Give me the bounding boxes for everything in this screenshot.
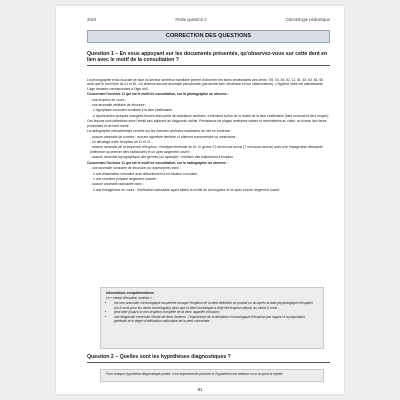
answer-paragraph: o une rhizagenèse en cours : l'édification radiculaire ayant atteint la moitié de sa longueur et un apex encore largement ouvert. (93, 187, 281, 192)
hint-box: Pour chaque hypothèse diagnostique posée, il est important de préciser si l'hypothèse est retenue ou si on peut la rejeter. (100, 369, 324, 382)
info-box-title: Informations complémentaires (106, 291, 154, 295)
page-number: 81 (197, 387, 203, 392)
header-subject: Odontologie pédiatrique (285, 17, 330, 22)
info-box-quote: Le « retard d'éruption localisé » : (106, 296, 154, 301)
answer-paragraph: o une chambre pulpaire largement ouverte ; (93, 176, 158, 181)
section-banner: CORRECTION DES QUESTIONS (87, 30, 330, 43)
header-year: 2024 (87, 17, 97, 22)
answer-paragraph: La radiographie rétroalvéolaire centrée sur les incisives centrales maxillaires ne met en évidence : (87, 129, 232, 134)
answer-paragraph: o dyschromies opaques orangées-brunes avec perte de substance amélaire, s'étendant à plus de la moitié de la face vestibulaire (tiers occlusal et tiers moyen). (93, 113, 330, 118)
answer-paragraph: - une anomalie coronaire de structure (ou dysmorphie) avec : (90, 166, 181, 171)
header-section: Petite question 2 (175, 17, 207, 22)
question-2-heading: Question 2 – Quelles sont les hypothèses diagnostiques ? (87, 354, 330, 363)
answer-paragraph: - un décalage entre l'éruption de 11 et 21 ; (90, 139, 153, 144)
document-page (56, 6, 344, 394)
answer-paragraph: - une anomalie amélaire de structure : (90, 103, 147, 107)
answer-paragraph: o une dilacération coronaire avec déboulement à mi-hauteur coronaire, (93, 171, 199, 176)
question-1-heading: Question 1 – En vous appuyant sur les documents présentés, qu'observez-vous sur cette dent en lien avec le motif de la consultation ? (87, 51, 330, 66)
answer-paragraph: o hypoplasie coronaire localisée à la face vestibulaire, (93, 108, 173, 113)
info-box-item: • peut aller jusqu'à la non-éruption complète de la dent, appelée inclusion ; (114, 310, 318, 314)
info-box-item: • une diagnostic nécessite l'étude de deux facteurs : l'importance de la déviation chronologique d'éruption par rapport à la population générale et le degré d'édification radiculaire de la dent concernée. (114, 315, 318, 323)
answer-paragraph: Concernant l'incisive 11 qui est le motif de consultation, sur la radiographie on observe : (87, 160, 228, 165)
answer-body (87, 78, 330, 193)
answer-paragraph: La photographie endo-buccale de face du secteur antérieur maxillaire permet d'observer les faces vestibulaires des dents : 55, 54, 53, 52, 11, 61, 62, 63, 64, 65 ainsi que le bord libre de 21 et 81. On observe aucune anomalie parodontale (parodonte sain, kératinisé et non inflammatoire). L'hygiène orale est satisfaisante. L'âge dentaire correspondant à l'âge civil. (87, 78, 324, 91)
answer-paragraph: - aucune anomalie topographique des germes (ou dystopie) : maintien des trajectoires d'éruption. (90, 155, 234, 160)
info-box-list (106, 301, 318, 323)
info-box (100, 287, 324, 349)
answer-paragraph: - aucune anomalie radiculaire avec : (90, 182, 144, 187)
answer-paragraph: - aucune anomalie de la séquence d'éruption : rhizalyse terminale de 61, le germe 21 est encore inclus (7 mm sous-osseux) avec une rhizagenèse débutante (inférieure au premier tiers radiculaire) et un apex largement ouvert ; (90, 145, 323, 154)
answer-paragraph: Concernant l'incisive 11 qui est le motif de consultation, sur la photographie on observe : (87, 92, 230, 97)
answer-paragraph: - aucune anomalie de nombre : aucune agénésie dentaire, ni élément surnuméraire ou mésiodens ; (90, 134, 238, 139)
answer-paragraph: - une éruption en cours ; (90, 97, 127, 102)
running-header (87, 17, 330, 22)
info-box-item: • est une anomalie chronologique suspectée lorsque l'éruption de la dent définitive se produit un an après la date physiologique d'éruption (ou 6 mois pour les dents homologues) alors que la dent homologue a déjà fait éruption depuis au moins 6 mois ; (114, 301, 318, 309)
answer-paragraph: Ces lésions sont délimitées avec l'émail sain adjacent au diagnostic visible. Persistance de plages amélaires saines et minéralisées au collet, au niveau des faces proximales et du bord incisif. (87, 119, 327, 128)
